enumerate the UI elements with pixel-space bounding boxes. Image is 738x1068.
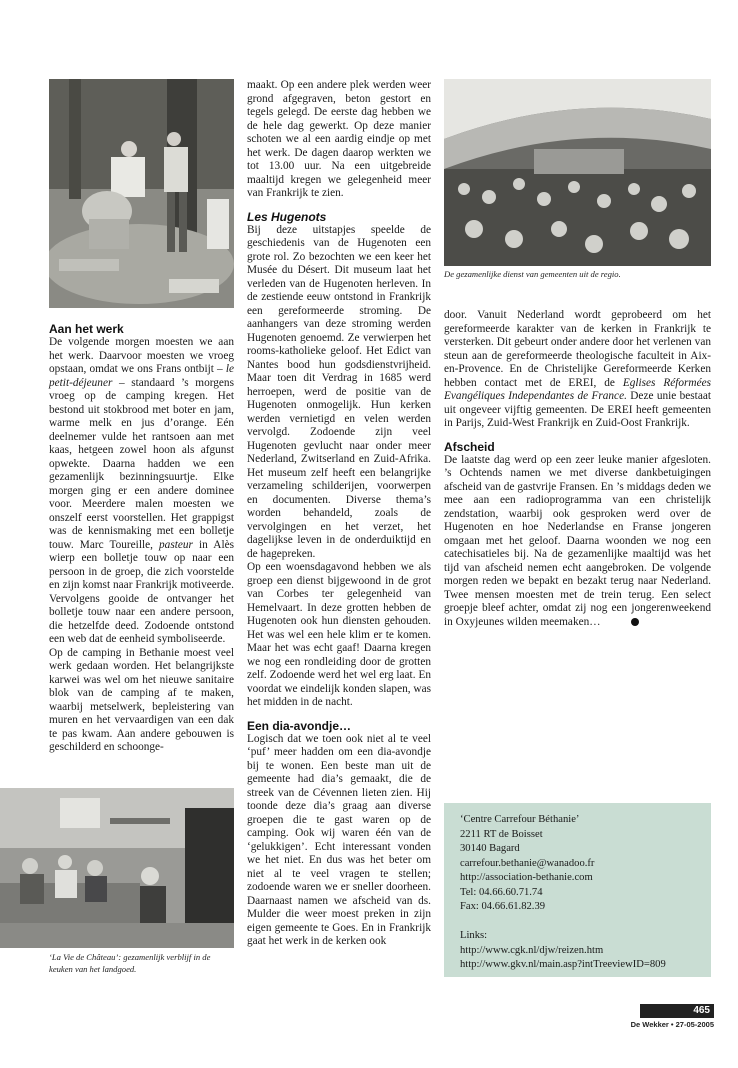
column-3: [444, 309, 711, 629]
info-links-label: Links:: [460, 930, 488, 941]
column-2: [247, 79, 431, 949]
photo-construction-work: [49, 79, 234, 308]
photo-kitchen: [0, 788, 234, 948]
info-phone: Tel: 04.66.60.71.74: [460, 886, 543, 898]
info-fax: Fax: 04.66.61.82.39: [460, 901, 546, 912]
paragraph: De volgende morgen moesten we aan het werk. Daarvoor moesten we vroeg opstaan, omdat we ons Frans ontbijt – le petit-déjeuner – standaard ’s morgens vroeg op de camping kregen. Het bestond uit stokbrood met boter en jam, warme melk en jus d’orange. Eén deelnemer vulde het rantsoen aan met kaas, hetgeen zowel hoon als afgunst opwekte. Daarna hadden we een gezamenlijk bezinningsuurtje. Elke morgen ging er een andere dominee voor. Meerdere malen moesten we onszelf eerst voorstellen. Het grappigst was de kennismaking met een bolletje touw. Marc Toureille, pasteur in Alès wierp een bolletje touw op naar een persoon in de groep, die zich voorstelde en zijn komst naar Frankrijk motiveerde. Vervolgens gooide de ontvanger het bolletje touw naar een andere persoon, die hetzelfde deed. Zodoende ontstond een web dat de eenheid symboliseerde.: [49, 336, 234, 645]
info-link-gkv[interactable]: http://www.gkv.nl/main.asp?intTreeviewID=809: [460, 959, 666, 970]
heading-aan-het-werk: Aan het werk: [49, 322, 124, 336]
info-email[interactable]: carrefour.bethanie@wanadoo.fr: [460, 857, 595, 869]
heading-afscheid: Afscheid: [444, 439, 495, 454]
info-line: 2211 RT de Boisset: [460, 828, 543, 840]
heading-dia-avondje: Een dia-avondje…: [247, 718, 352, 733]
photo-church-service: [444, 79, 711, 266]
contact-info-box: [444, 803, 711, 977]
column-1: [49, 322, 234, 755]
publication-footer: De Wekker • 27-05-2005: [630, 1020, 714, 1029]
heading-les-hugenots: Les Hugenots: [247, 209, 327, 224]
paragraph: Op een woensdagavond hebben we als groep een dienst bijgewoond in de grot van Corbes ter gelegenheid van Hemelvaart. In deze grotten hebben de Hugenoten ook hun diensten gehouden. Het was wel een hele klim er te komen. Maar het was echt gaaf! Daarna kregen we nog een rondleiding door de grotten zelf. Zodoende werd het wel erg laat. En voordat we eindelijk konden slapen, was het midden in de nacht.: [247, 561, 431, 708]
info-website-link[interactable]: http://association-bethanie.com: [460, 872, 593, 883]
paragraph: maakt. Op een andere plek werden weer grond afgegraven, beton gestort en tegels gelegd. De eerste dag hebben we de hele dag gewerkt. Op deze manier schoten we al een aardig eindje op met het werk. De dagen daarop werkten we tot 13.00 uur. Na een uitgebreide maaltijd kregen we gelegenheid meer van Frankrijk te zien.: [247, 79, 431, 199]
info-line: ‘Centre Carrefour Béthanie’: [460, 814, 580, 825]
paragraph: Logisch dat we toen ook niet al te veel ‘puf’ meer hadden om een dia-avondje bij te wonen. Een beste man uit de gemeente had dia’s gemaakt, die de streek van de Cévennen lieten zien. Hij toonde deze dia’s graag aan diverse groepen die te gast waren op de camping. Ook wij waren één van de ‘gelukkigen’. Echt interessant vonden we het niet. En dus was het beter om niet al te veel vragen te stellen; zodoende waren we er sneller doorheen. Daarnaast namen we afscheid van ds. Mulder die weer moest preken in zijn eigen gemeente te Goes. En in Frankrijk gaat het werk in de kerken ook: [247, 732, 431, 947]
info-line: 30140 Bagard: [460, 843, 520, 854]
paragraph: De laatste dag werd op een zeer leuke manier afgesloten. ’s Ochtends namen we met diverse dankbetuigingen afscheid van de gastvrije Fransen. En ’s middags deden we mee aan een radioprogramma van een christelijk zendstation, waarbij ook gesproken werd over de Hugenoten en hoe Nederlandse en Franse jongeren omgaan met het geloof. Daarna woonden we nog een catechisatieles bij. Na de gezamenlijke maaltijd was het tijd van afscheid nemen echt aangebroken. De volgende morgen reden we bepakt en bezakt terug naar Nederland. Twee mensen moesten met de trein terug. Een select groepje bleef achter, omdat zij nog een jongerenweekend in Oxyjeunes wilden meemaken…: [444, 453, 711, 628]
paragraph: Bij deze uitstapjes speelde de geschiedenis van de Hugenoten een grote rol. Zo bezochten we een keer het Musée du Désert. Dit museum laat het verleden van de Hugenoten herleven. In de zestiende eeuw ontstond in Frankrijk een gereformeerde stroming. De aanhangers van deze stroming werden Hugenoten genoemd. Ze verwierpen het rooms-katholieke geloof. Het Edict van Nantes bood hun godsdienstvrijheid. Maar toen dit Verdrag in 1685 werd herroepen, werd de positie van de Hugenoten onmogelijk. Hun kerken werden vernietigd en velen werden vervolgd. Zodoende zijn veel Hugenoten gevlucht naar onder meer Nederland, Zwitserland en Zuid-Afrika. Het museum zelf heeft een belangrijke verzameling schilderijen, voorwerpen en documenten. Diverse thema’s worden behandeld, zoals de vervolgingen en het verzet, het dagelijkse leven in de onderduiktijd en de hagepreken.: [247, 223, 431, 560]
paragraph: door. Vanuit Nederland wordt geprobeerd om het gereformeerde karakter van de kerken in Frankrijk te versterken. Dit gebeurt onder andere door het verlenen van steun aan de gereformeerde theologische faculteit in Aix-en-Provence. En de Christelijke Gereformeerde Kerken hebben contact met de EREI, de Eglises Réformées Evangéliques Independantes de France. Deze unie bestaat uit ongeveer vijftig gemeenten. De EREI heeft gemeenten in Parijs, Zuid-West Frankrijk en Zuid-Oost Frankrijk.: [444, 309, 712, 429]
caption-kitchen: ‘La Vie de Château’: gezamenlijk verblijf in de keuken van het landgoed.: [49, 952, 211, 974]
info-link-cgk[interactable]: http://www.cgk.nl/djw/reizen.htm: [460, 944, 604, 956]
end-mark-icon: [631, 618, 639, 626]
page-number: 465: [640, 1004, 714, 1018]
caption-church-service: De gezamenlijke dienst van gemeenten uit de regio.: [444, 269, 621, 279]
paragraph: Op de camping in Bethanie moest veel werk gedaan worden. Het belangrijkste karwei was wel om het nieuwe sanitaire blok van de camping af te maken, waarbij metselwerk, bepleistering van muren en het vervaardigen van een dak te pas kwam. Aan andere gebouwen is geschilderd en schoonge-: [49, 646, 234, 753]
info-spacer: [460, 915, 666, 930]
